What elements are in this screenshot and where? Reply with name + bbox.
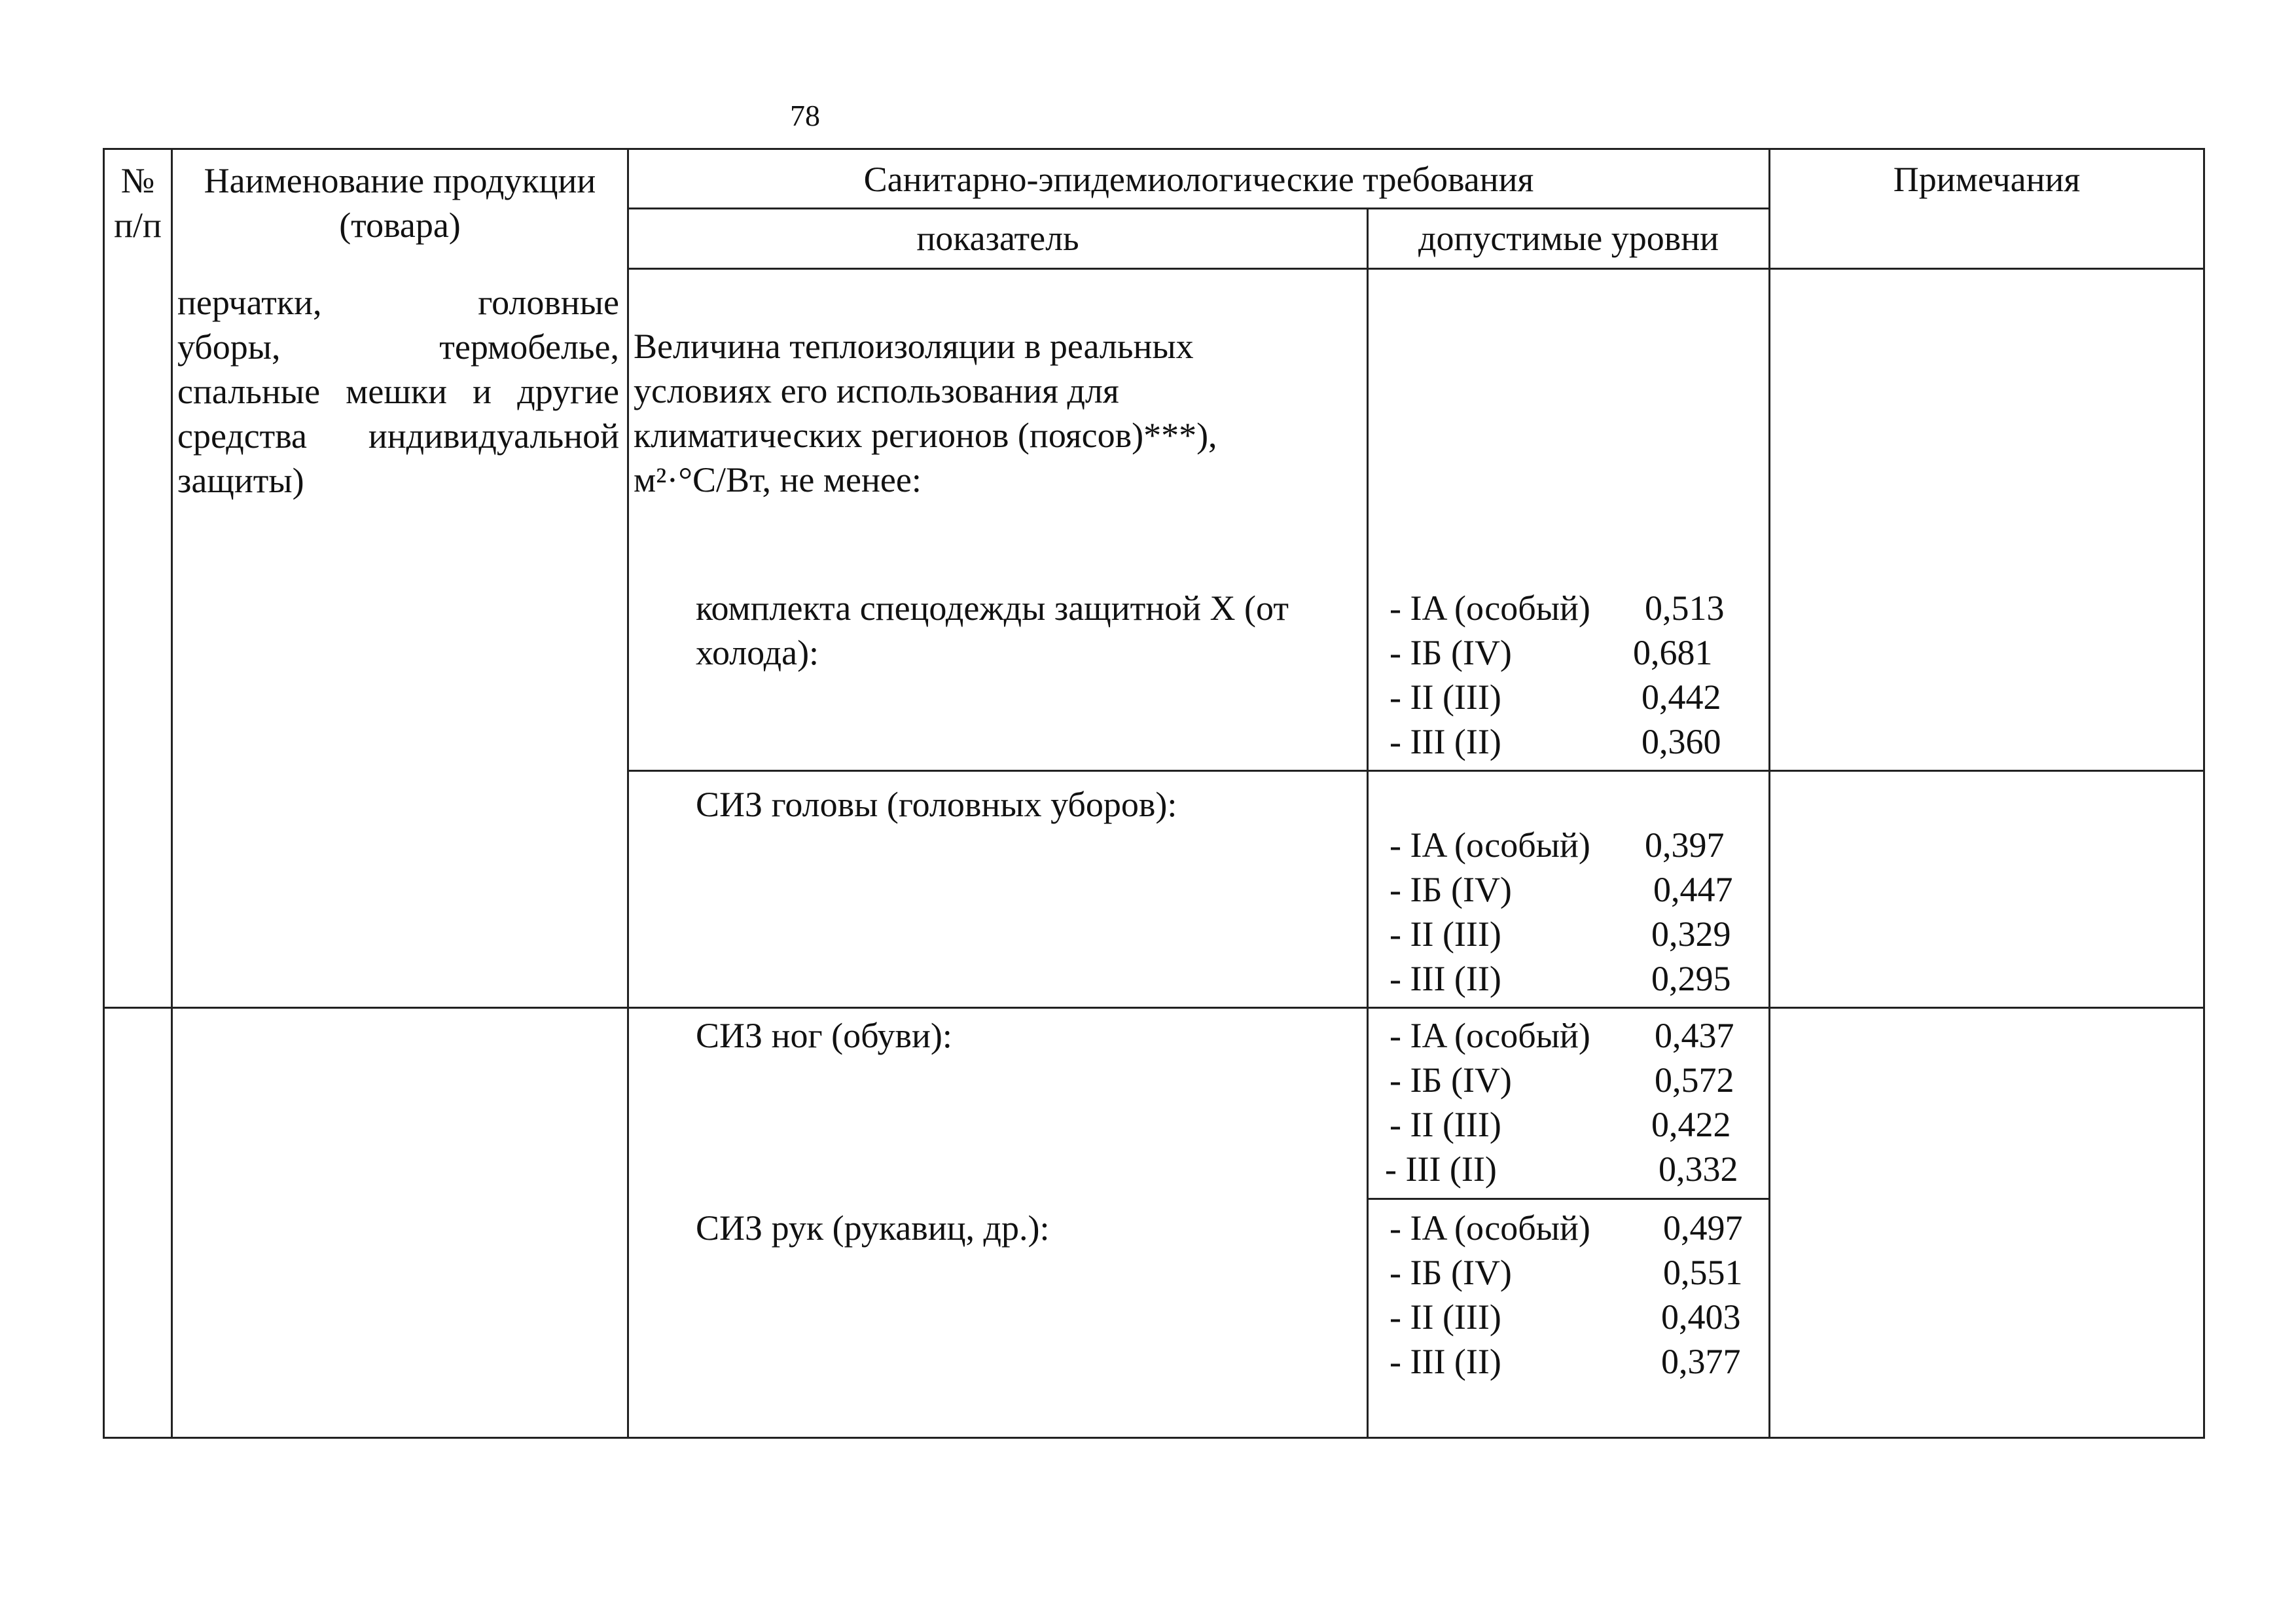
rule-row-1 xyxy=(627,770,2205,772)
rule-col-4 xyxy=(1768,148,1770,1439)
rule-left xyxy=(103,148,105,1439)
indicator-line: Величина теплоизоляции в реальных xyxy=(634,327,1194,366)
rule-col-2 xyxy=(627,148,629,1439)
group-label: комплекта спецодежды защитной Х (от xyxy=(696,588,1289,628)
group-label: СИЗ ног (обуви): xyxy=(696,1016,952,1055)
product-line: перчатки, головные xyxy=(177,283,619,322)
rule-header-mid xyxy=(627,208,1770,209)
indicator-line: климатических регионов (поясов)***), xyxy=(634,416,1217,455)
header-product-label: Наименование продукции (товара) xyxy=(204,161,596,245)
rule-col-3 xyxy=(1367,208,1369,1439)
group-label: СИЗ головы (головных уборов): xyxy=(696,785,1177,824)
rule-row-2 xyxy=(103,1007,2205,1009)
product-line: средства индивидуальной xyxy=(177,416,619,456)
header-number-label: № п/п xyxy=(114,161,162,245)
header-levels-label: допустимые уровни xyxy=(1418,219,1719,258)
indicator-line: условиях его использования для xyxy=(634,371,1119,410)
product-line: уборы, термобелье, xyxy=(177,327,619,367)
rule-top xyxy=(103,148,2205,150)
group-label: СИЗ рук (рукавиц, др.): xyxy=(696,1208,1050,1248)
header-notes-label: Примечания xyxy=(1893,160,2081,199)
product-line: защиты) xyxy=(177,461,304,500)
page-number: 78 xyxy=(790,99,820,132)
rule-bottom xyxy=(103,1437,2205,1439)
indicator-line: м²·°С/Вт, не менее: xyxy=(634,460,922,499)
rule-right xyxy=(2203,148,2205,1439)
product-line: спальные мешки и другие xyxy=(177,372,619,411)
group-label: холода): xyxy=(696,633,819,672)
rule-header-bottom xyxy=(627,268,2205,270)
rule-col-1 xyxy=(171,148,173,1439)
rule-row-3 xyxy=(1367,1198,1770,1200)
header-indicator-label: показатель xyxy=(916,219,1079,258)
header-requirements-label: Санитарно-эпидемиологические требования xyxy=(863,160,1534,199)
